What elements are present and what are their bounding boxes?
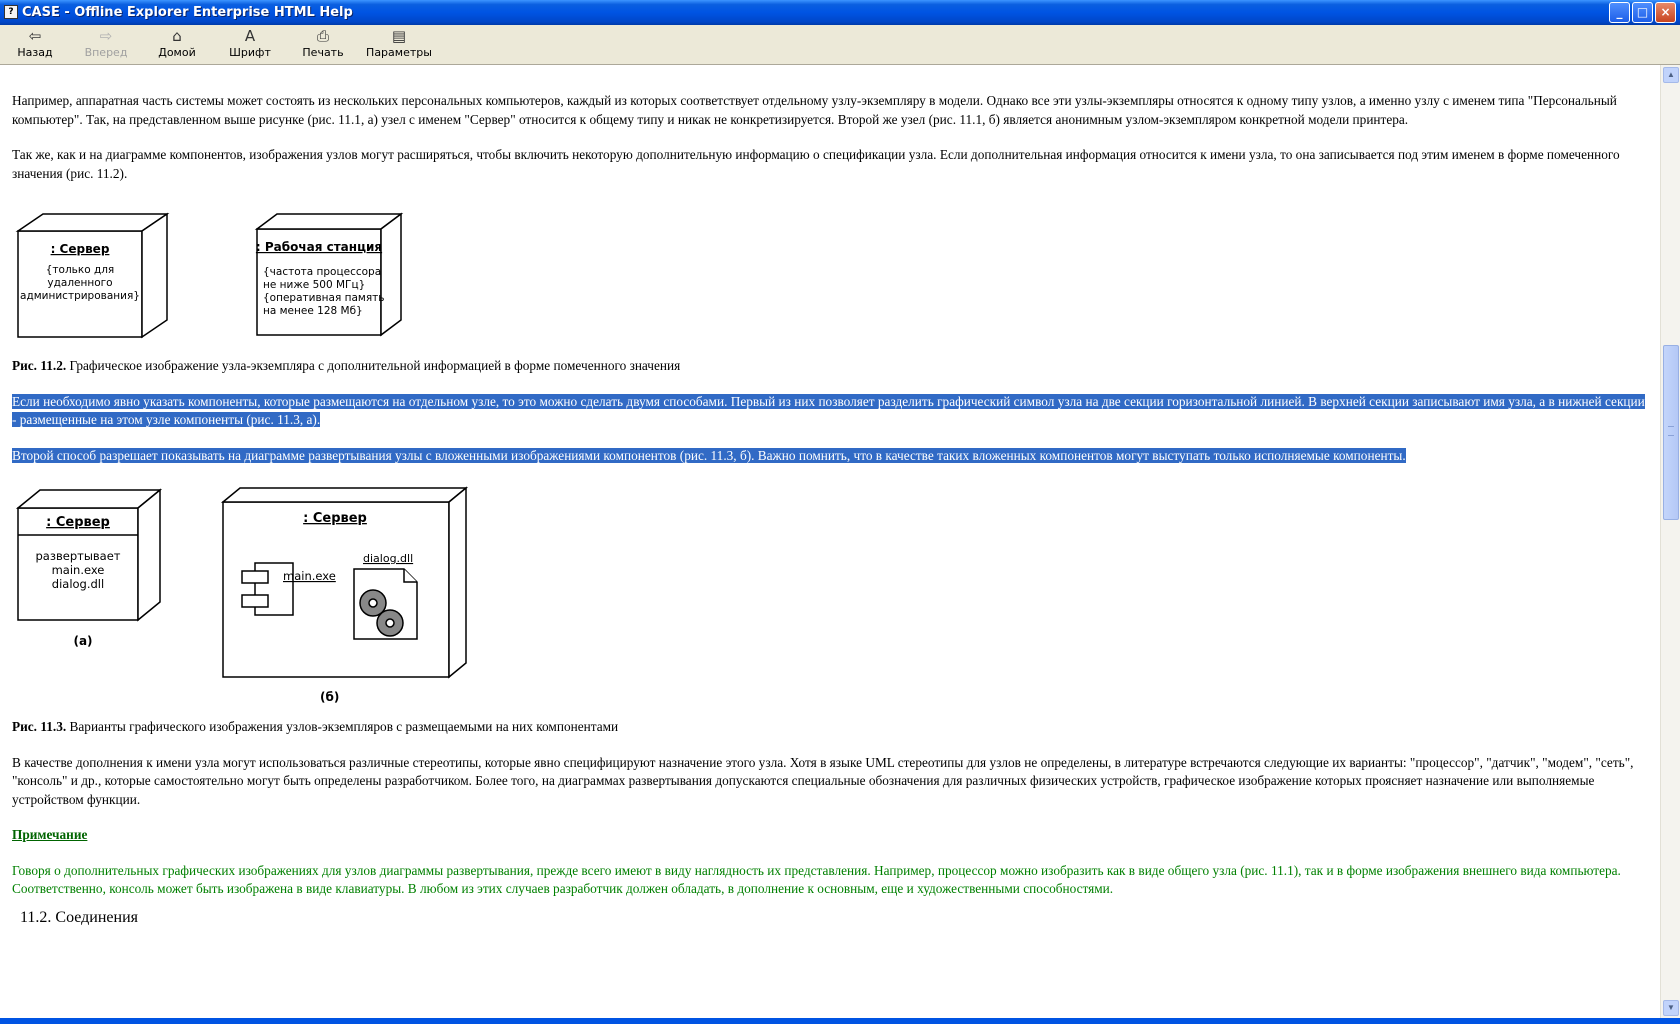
server-a-deploy-line: dialog.dll [51, 577, 105, 591]
maximize-button[interactable]: □ [1632, 2, 1653, 23]
figure-11-2-caption [12, 357, 1648, 376]
figure-11-3 [12, 482, 1648, 704]
figure-11-2-caption-label: Рис. 11.2. [12, 358, 67, 373]
window-bottom-border [0, 1018, 1680, 1024]
toolbar [0, 25, 1680, 65]
server-tag-line: администрирования} [20, 290, 140, 302]
forward-button[interactable] [74, 26, 138, 63]
selected-text[interactable]: Если необходимо явно указать компоненты, которые размещаются на отдельном узле, то это можно сделать двумя способами. Первый из них позволяет разделить графический символ узла на две секции горизонтальной линией. В верхней секции записывают имя узла, а в нижней секции - размещенные на этом узле компоненты (рис. 11.3, а). [12, 393, 1645, 427]
scroll-down-button[interactable]: ▼ [1663, 1000, 1679, 1016]
note-heading: Примечание [12, 827, 88, 842]
selected-text[interactable]: Второй способ разрешает показывать на диаграмме развертывания узлы с вложенными изображениями компонентов (рис. 11.3, б). Важно помнить, что в качестве таких вложенных компонентов могут выступать только исполняемые компоненты. [12, 447, 1406, 463]
font-icon: A [244, 27, 256, 45]
paragraph-components-selected[interactable] [12, 393, 1648, 430]
server-tag-line: удаленного [47, 277, 113, 289]
note-text: Говоря о дополнительных графических изображениях для узлов диаграммы развертывания, прежде всего имеют в виду наглядность их представления. Например, процессор можно изобразить как в виде общего узла (рис. 11.1), так и в форме изображения внешнего вида компьютера. Соответственно, консоль может быть изображена в виде клавиатуры. В любом из этих случаев разработчик должен обладать, в дополнение к основным, еще и художественными способностями. [12, 862, 1621, 896]
figure-11-2 [12, 199, 1648, 347]
scroll-grip-icon [1668, 426, 1674, 436]
server-tag-line: {только для [45, 264, 115, 276]
close-button[interactable]: × [1655, 2, 1676, 23]
forward-label: Вперед [84, 46, 128, 59]
help-content-pane[interactable] [0, 65, 1660, 1018]
figure-b-label: (б) [320, 690, 340, 704]
section-heading-connections: 11.2. Соединения [20, 908, 139, 926]
forward-arrow-icon: ⇨ [99, 27, 113, 45]
print-button[interactable] [291, 26, 355, 63]
back-arrow-icon: ⇦ [28, 27, 42, 45]
back-button[interactable] [3, 26, 67, 63]
home-icon: ⌂ [172, 27, 182, 45]
figure-11-3-caption-label: Рис. 11.3. [12, 719, 67, 734]
figure-a-label: (а) [73, 634, 93, 648]
vertical-scrollbar[interactable] [1660, 65, 1680, 1018]
workstation-node-name: : Рабочая станция [255, 240, 383, 254]
minimize-button[interactable]: _ [1609, 2, 1630, 23]
workstation-tag-line: не ниже 500 МГц} [263, 279, 366, 291]
home-button[interactable] [145, 26, 209, 63]
paragraph-instances: Например, аппаратная часть системы может состоять из нескольких персональных компьютеров, каждый из которых соответствует отдельному узлу-экземпляру в модели. Однако все эти узлы-экземпляры относятся к одному типу узлов, а именно узлу с именем типа "Персональный компьютер". Так, на представленном выше рисунке (рис. 11.1, а) узел с именем "Сервер" относится к общему типу и никак не конкретизируется. Второй же узел (рис. 11.1, б) является анонимным узлом-экземпляром конкретной модели принтера. [12, 93, 1617, 127]
server-b-name: : Сервер [303, 511, 367, 526]
scroll-up-button[interactable]: ▲ [1663, 67, 1679, 83]
server-a-deploy-line: main.exe [51, 563, 105, 577]
figure-11-3-caption [12, 718, 1648, 737]
options-button[interactable] [364, 26, 434, 63]
window-titlebar[interactable] [0, 0, 1680, 25]
paragraph-tagged-values: Так же, как и на диаграмме компонентов, изображения узлов могут расширяться, чтобы включить некоторую дополнительную информацию о спецификации узла. Если дополнительная информация относится к имени узла, то она записывается под этим именем в форме помеченного значения (рис. 11.2). [12, 147, 1620, 181]
workstation-tag-line: {оперативная память [263, 292, 385, 304]
options-icon: ▤ [391, 27, 407, 45]
options-label: Параметры [366, 46, 432, 59]
home-label: Домой [158, 46, 196, 59]
component-main-exe: main.exe [283, 569, 336, 583]
workstation-tag-line: {частота процессора [263, 266, 382, 278]
component-dialog-dll: dialog.dll [363, 552, 414, 565]
server-a-deploy-line: развертывает [35, 549, 121, 563]
printer-icon: ⎙ [316, 27, 329, 45]
back-label: Назад [17, 46, 53, 59]
help-app-icon[interactable]: ? [4, 5, 18, 19]
window-title: CASE - Offline Explorer Enterprise HTML Help [22, 5, 353, 20]
figure-11-3-caption-text: Варианты графического изображения узлов-экземпляров с размещаемыми на них компонентами [66, 719, 619, 734]
figure-11-2-caption-text: Графическое изображение узла-экземпляра с дополнительной информацией в форме помеченного значения [66, 358, 681, 373]
workstation-tag-line: на менее 128 Мб} [263, 305, 363, 317]
scroll-thumb[interactable] [1663, 345, 1679, 520]
paragraph-stereotypes: В качестве дополнения к имени узла могут использоваться различные стереотипы, которые явно специфицируют назначение этого узла. Хотя в языке UML стереотипы для узлов не определены, в литературе встречаются следующие их варианты: "процессор", "датчик", "модем", "сеть", "консоль" и др., которые самостоятельно могут быть определены разработчиком. Более того, на диаграммах развертывания допускаются специальные обозначения для различных физических устройств, графическое изображение которых проясняет назначение или выполняемые устройством функции. [12, 754, 1634, 807]
font-label: Шрифт [229, 46, 271, 59]
print-label: Печать [302, 46, 344, 59]
font-button[interactable] [218, 26, 282, 63]
figure-11-2-diagram [15, 211, 455, 341]
paragraph-nested-selected[interactable] [12, 447, 1648, 466]
server-a-name: : Сервер [46, 515, 110, 530]
server-node-name: : Сервер [50, 242, 110, 256]
figure-11-3-diagram [15, 485, 485, 685]
